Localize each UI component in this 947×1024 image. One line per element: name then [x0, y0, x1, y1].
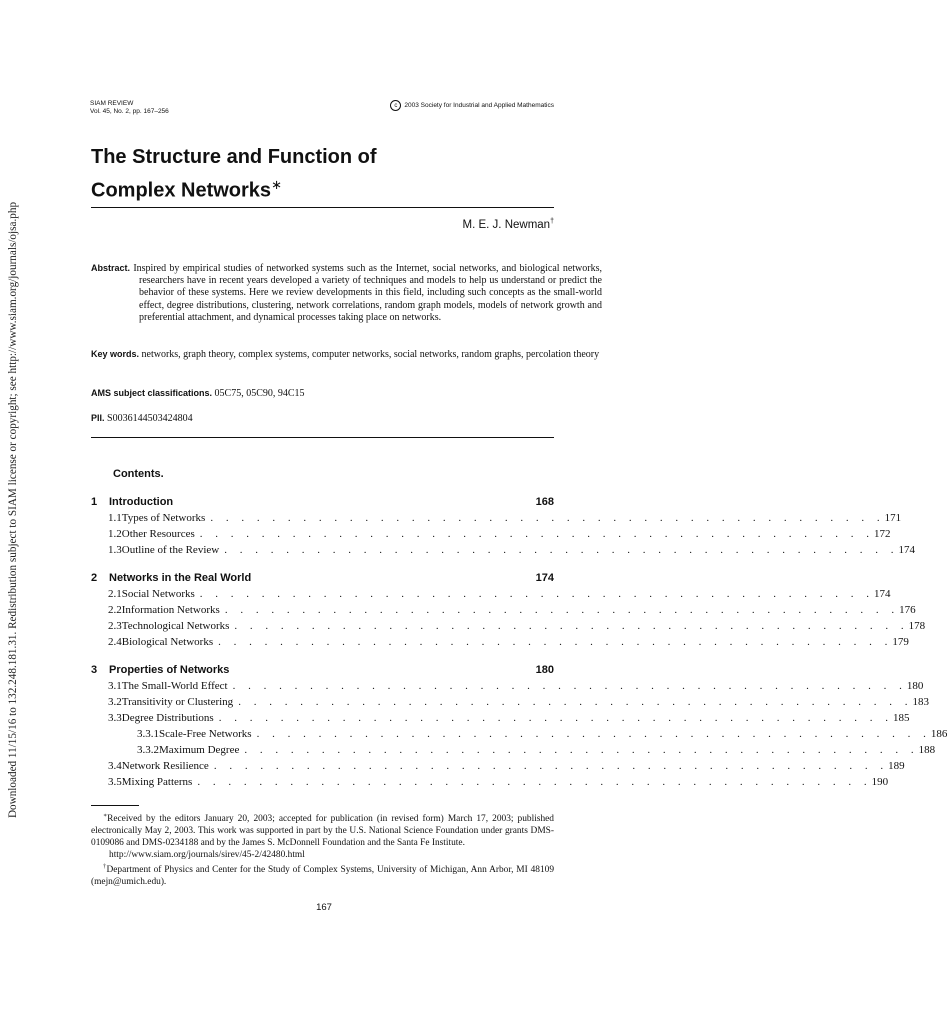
title-line-2: Complex Networks	[91, 179, 272, 202]
toc-page: 174	[898, 544, 915, 556]
toc-leader: . . . . . . . . . . . . . . . . . . . . . . . . . . . . . . . . . . . . . . . . . . . .	[210, 512, 885, 524]
toc-number: 3.5	[108, 776, 122, 788]
toc-entry[interactable]	[91, 744, 936, 760]
footnotes	[91, 810, 554, 888]
toc-title: Social Networks	[121, 588, 195, 600]
toc-title: Information Networks	[121, 604, 220, 616]
toc-title: Other Resources	[121, 528, 195, 540]
toc-number: 2.1	[108, 588, 122, 600]
toc-number: 3.3.2	[137, 744, 159, 756]
toc-title: Maximum Degree	[159, 744, 240, 756]
toc-title: Outline of the Review	[121, 544, 220, 556]
toc-page: 172	[874, 528, 891, 540]
toc-entry[interactable]	[91, 728, 947, 744]
toc-section-1	[91, 496, 915, 560]
contents-rule	[91, 437, 554, 438]
title-rule	[91, 207, 554, 208]
toc-page: 179	[892, 636, 909, 648]
toc-title: Technological Networks	[121, 620, 230, 632]
toc-leader: . . . . . . . . . . . . . . . . . . . . . . . . . . . . . . . . . . . . . . . . . . . .	[199, 588, 875, 600]
keywords-label: Key words.	[91, 349, 140, 359]
toc-title: Scale-Free Networks	[159, 728, 252, 740]
toc-page: 174	[874, 588, 891, 600]
toc-leader: . . . . . . . . . . . . . . . . . . . . . . . . . . . . . . . . . . . . . . . . . . . .	[218, 712, 893, 724]
toc-number: 2	[91, 572, 98, 584]
pii	[91, 412, 554, 425]
keywords-text: networks, graph theory, complex systems, computer networks, social networks, random graphs, percolation theory	[141, 349, 600, 360]
toc-entry[interactable]	[91, 776, 889, 792]
toc-number: 1.1	[108, 512, 122, 524]
toc-section-3	[91, 664, 947, 792]
footnote-url[interactable]: http://www.siam.org/journals/sirev/45-2/42480.html	[109, 850, 305, 861]
download-notice-margin	[0, 0, 26, 1024]
toc-entry[interactable]	[91, 664, 554, 680]
ams-text: 05C75, 05C90, 94C15	[214, 388, 305, 399]
author-name: M. E. J. Newman	[462, 218, 551, 231]
copyright-icon: c	[390, 100, 401, 111]
journal-volume: Vol. 45, No. 2, pp. 167–256	[90, 108, 169, 115]
toc-title: Network Resilience	[121, 760, 209, 772]
download-notice: Downloaded 11/15/16 to 132.248.181.31. Redistribution subject to SIAM license or copyright; see http://www.siam.org/journals/ojsa.php	[7, 201, 19, 819]
paper-title	[91, 143, 561, 205]
author	[463, 218, 554, 231]
toc-title: Introduction	[109, 496, 174, 508]
toc-page: 174	[535, 572, 554, 584]
toc-number: 1	[91, 496, 98, 508]
page-number: 167	[316, 902, 332, 913]
pii-label: PII.	[91, 413, 105, 423]
toc-page: 186	[930, 728, 947, 740]
toc-number: 3.2	[108, 696, 122, 708]
toc-title: Types of Networks	[121, 512, 206, 524]
abstract-label: Abstract.	[91, 263, 131, 273]
toc-page: 180	[906, 680, 924, 692]
toc-title: Degree Distributions	[121, 712, 214, 724]
copyright-text: 2003 Society for Industrial and Applied Mathematics	[404, 101, 554, 109]
title-line-1: The Structure and Function of	[91, 146, 377, 168]
copyright-header	[390, 100, 554, 111]
abstract	[91, 262, 602, 324]
toc-number: 3.1	[108, 680, 122, 692]
toc-leader: . . . . . . . . . . . . . . . . . . . . . . . . . . . . . . . . . . . . . . . . . . . .	[199, 528, 875, 540]
toc-number: 3.4	[108, 760, 122, 772]
footnote-mark: ∗	[103, 813, 108, 819]
toc-page: 178	[908, 620, 926, 632]
keywords	[91, 348, 611, 361]
toc-page: 180	[535, 664, 554, 676]
abstract-text: Inspired by empirical studies of networked systems such as the Internet, social networks, and biological networks, researchers have in recent years developed a variety of techniques and models to help us understand or predict the behavior of these systems. Here we review developments in this field, including such concepts as the small-world effect, degree distributions, clustering, network correlations, random graph models, models of network growth and preferential attachment, and dynamical processes taking place on networks.	[133, 263, 602, 323]
toc-entry[interactable]	[91, 496, 554, 512]
footnote-mark: †	[103, 864, 107, 871]
toc-leader: . . . . . . . . . . . . . . . . . . . . . . . . . . . . . . . . . . . . . . . . . . . .	[224, 544, 899, 556]
footnote-affiliation-text: Department of Physics and Center for the Study of Complex Systems, University of Michigan, Ann Arbor, MI 48109 (mejn@umich.edu).	[91, 865, 555, 888]
toc-number: 2.4	[108, 636, 122, 648]
toc-title: Properties of Networks	[109, 664, 230, 676]
toc-number: 2.3	[108, 620, 122, 632]
toc-page: 176	[899, 604, 916, 616]
toc-entry[interactable]	[91, 528, 891, 544]
toc-entry[interactable]	[91, 620, 926, 636]
toc-leader: . . . . . . . . . . . . . . . . . . . . . . . . . . . . . . . . . . . . . . . . . . . .	[224, 604, 900, 616]
author-footnote-mark: †	[550, 218, 554, 225]
toc-leader: . . . . . . . . . . . . . . . . . . . . . . . . . . . . . . . . . . . . . . . . . . . .	[256, 728, 931, 740]
footnote-received-text: Received by the editors January 20, 2003; accepted for publication (in revised form) March 17, 2003; published electronically May 2, 2003. This work was supported in part by the U.S. National Science Foundation under grants DMS-0109086 and DMS-0234188 and by the James S. McDonnell Foundation and the Santa Fe Institute.	[91, 814, 554, 849]
toc-page: 168	[535, 496, 554, 508]
toc-number: 2.2	[108, 604, 122, 616]
toc-number: 1.3	[108, 544, 122, 556]
contents-heading: Contents.	[113, 468, 164, 480]
toc-entry[interactable]	[91, 636, 909, 652]
toc-leader: . . . . . . . . . . . . . . . . . . . . . . . . . . . . . . . . . . . . . . . . . . . .	[218, 636, 893, 648]
toc-page: 185	[892, 712, 910, 724]
toc-entry[interactable]	[91, 512, 902, 528]
toc-title: Transitivity or Clustering	[121, 696, 234, 708]
toc-section-2	[91, 572, 926, 652]
toc-entry[interactable]	[91, 760, 905, 776]
toc-title: Biological Networks	[121, 636, 214, 648]
toc-page: 183	[912, 696, 929, 708]
toc-entry[interactable]	[91, 588, 891, 604]
toc-page: 190	[871, 776, 889, 788]
toc-leader: . . . . . . . . . . . . . . . . . . . . . . . . . . . . . . . . . . . . . . . . . . . .	[232, 680, 907, 692]
toc-entry[interactable]	[91, 544, 915, 560]
toc-page: 189	[888, 760, 905, 772]
toc-number: 3.3	[108, 712, 122, 724]
toc-number: 1.2	[108, 528, 122, 540]
toc-title: Mixing Patterns	[121, 776, 193, 788]
toc-entry[interactable]	[91, 604, 916, 620]
toc-page: 171	[884, 512, 902, 524]
toc-entry[interactable]	[91, 572, 554, 588]
toc-leader: . . . . . . . . . . . . . . . . . . . . . . . . . . . . . . . . . . . . . . . . . . . .	[234, 620, 909, 632]
toc-leader: . . . . . . . . . . . . . . . . . . . . . . . . . . . . . . . . . . . . . . . . . . . .	[238, 696, 913, 708]
toc-number: 3.3.1	[137, 728, 159, 740]
footnote-rule	[91, 805, 139, 806]
footnote-affiliation	[91, 861, 554, 888]
toc-title: Networks in the Real World	[109, 572, 252, 584]
footnote-received	[91, 810, 554, 849]
toc-entry[interactable]	[91, 712, 910, 728]
journal-name: SIAM REVIEW	[90, 100, 134, 107]
ams-label: AMS subject classifications.	[91, 388, 213, 398]
toc-number: 3	[91, 664, 98, 676]
toc-page: 188	[918, 744, 936, 756]
toc-leader: . . . . . . . . . . . . . . . . . . . . . . . . . . . . . . . . . . . . . . . . . . . .	[213, 760, 889, 772]
ams-classifications	[91, 387, 554, 400]
toc-entry[interactable]	[91, 696, 929, 712]
title-footnote-mark: ∗	[271, 177, 282, 192]
journal-header	[90, 100, 169, 116]
toc-entry[interactable]	[91, 680, 924, 696]
toc-leader: . . . . . . . . . . . . . . . . . . . . . . . . . . . . . . . . . . . . . . . . . . . .	[197, 776, 872, 788]
toc-leader: . . . . . . . . . . . . . . . . . . . . . . . . . . . . . . . . . . . . . . . . . . . .	[244, 744, 919, 756]
toc-title: The Small-World Effect	[121, 680, 228, 692]
pii-text: S0036144503424804	[107, 413, 193, 424]
